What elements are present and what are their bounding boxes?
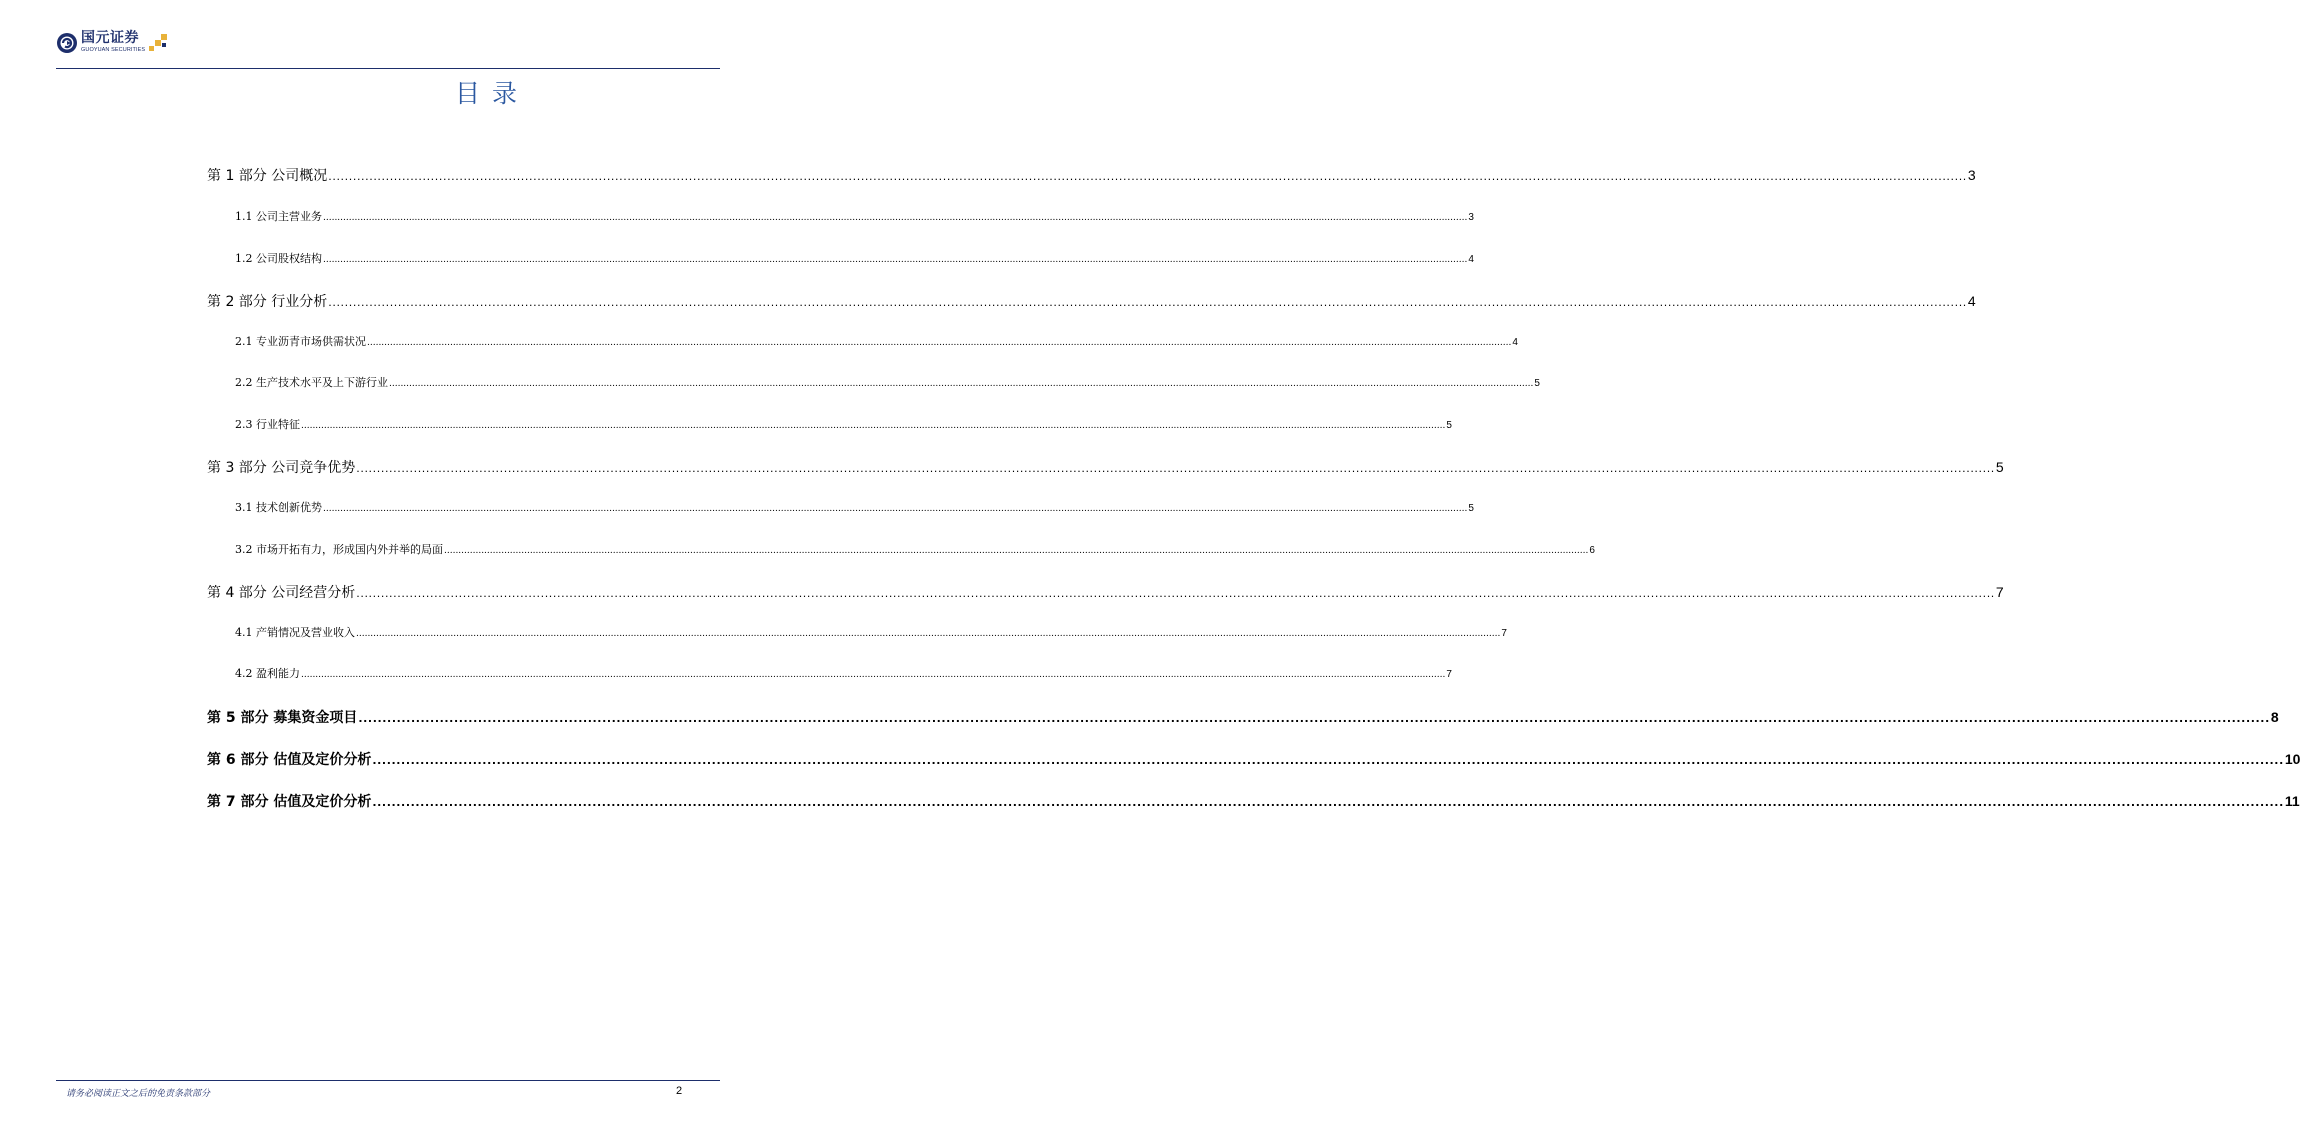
toc-subsection-entry[interactable] [235, 374, 1540, 390]
toc-subsection-entry[interactable] [235, 665, 1452, 681]
toc-subsection-entry[interactable] [235, 208, 1474, 224]
toc-entry-label: 1.2 公司股权结构 [235, 252, 322, 265]
toc-section-entry[interactable] [207, 707, 2279, 727]
toc-dot-leader: ................................................................................................................................................................................................................................................................................................................................................................................................................ [328, 296, 1967, 309]
toc-dot-leader: ................................................................................................................................................................................................................................................................................................................................................................................................................ [323, 213, 1468, 223]
toc-entry-label: 4.2 盈利能力 [235, 667, 300, 680]
toc-dot-leader: ................................................................................................................................................................................................................................................................................................................................................................................................................ [301, 670, 1446, 680]
toc-entry-page: 5 [1995, 459, 2004, 475]
toc-entry-label: 第 6 部分 估值及定价分析 [207, 752, 372, 768]
company-logo [56, 30, 169, 64]
toc-entry-page: 5 [1534, 378, 1540, 389]
toc-dot-leader: ................................................................................................................................................................................................................................................................................................................................................................................................................ [356, 587, 1995, 600]
toc-entry-page: 7 [1446, 669, 1452, 680]
toc-entry-page: 3 [1967, 167, 1976, 183]
toc-entry-page: 11 [2284, 793, 2300, 809]
toc-entry-label: 第 7 部分 估值及定价分析 [207, 794, 372, 810]
toc-entry-page: 4 [1512, 337, 1518, 348]
toc-entry-label: 3.2 市场开拓有力，形成国内外并举的局面 [235, 543, 443, 556]
toc-entry-page: 8 [2270, 709, 2279, 725]
toc-section-entry[interactable] [207, 291, 1976, 311]
toc-entry-label: 2.2 生产技术水平及上下游行业 [235, 376, 388, 389]
toc-entry-page: 7 [1501, 628, 1507, 639]
toc-section-entry[interactable] [207, 749, 2300, 769]
toc-dot-leader: ................................................................................................................................................................................................................................................................................................................................................................................................................ [356, 462, 1995, 475]
guoyuan-logo-icon [56, 32, 78, 54]
header-divider [56, 68, 720, 69]
toc-dot-leader: ................................................................................................................................................................................................................................................................................................................................................................................................................ [301, 421, 1446, 431]
toc-subsection-entry[interactable] [235, 250, 1474, 266]
toc-entry-label: 第 2 部分 行业分析 [207, 294, 328, 310]
footer-divider [56, 1080, 720, 1081]
toc-subsection-entry[interactable] [235, 333, 1518, 349]
toc-dot-leader: ................................................................................................................................................................................................................................................................................................................................................................................................................ [323, 255, 1468, 265]
toc-entry-page: 3 [1468, 212, 1474, 223]
toc-dot-leader: ................................................................................................................................................................................................................................................................................................................................................................................................................ [444, 546, 1589, 556]
toc-entry-page: 4 [1468, 254, 1474, 265]
toc-section-entry[interactable] [207, 165, 1976, 185]
toc-section-entry[interactable] [207, 582, 2004, 602]
toc-entry-label: 2.1 专业沥青市场供需状况 [235, 335, 366, 348]
toc-entry-label: 3.1 技术创新优势 [235, 501, 322, 514]
toc-dot-leader: ................................................................................................................................................................................................................................................................................................................................................................................................................ [367, 338, 1512, 348]
toc-subsection-entry[interactable] [235, 499, 1474, 515]
toc-dot-leader: ................................................................................................................................................................................................................................................................................................................................................................................................................ [328, 170, 1967, 183]
logo-english-name: GUOYUAN SECURITIES [81, 47, 146, 53]
toc-dot-leader: ................................................................................................................................................................................................................................................................................................................................................................................................................ [372, 796, 2284, 809]
toc-entry-page: 6 [1589, 545, 1595, 556]
toc-dot-leader: ................................................................................................................................................................................................................................................................................................................................................................................................................ [358, 712, 2270, 725]
toc-entry-label: 4.1 产销情况及营业收入 [235, 626, 355, 639]
toc-entry-page: 5 [1446, 420, 1452, 431]
page-title: 目录 [454, 79, 529, 108]
toc-subsection-entry[interactable] [235, 624, 1507, 640]
toc-entry-page: 4 [1967, 293, 1976, 309]
toc-entry-label: 2.3 行业特征 [235, 418, 300, 431]
toc-entry-page: 5 [1468, 503, 1474, 514]
logo-squares-icon [147, 30, 169, 54]
toc-dot-leader: ................................................................................................................................................................................................................................................................................................................................................................................................................ [356, 629, 1501, 639]
footer-disclaimer: 请务必阅读正文之后的免责条款部分 [66, 1089, 211, 1099]
logo-chinese-name: 国元证券 [81, 30, 139, 46]
toc-section-entry[interactable] [207, 457, 2004, 477]
toc-dot-leader: ................................................................................................................................................................................................................................................................................................................................................................................................................ [389, 379, 1534, 389]
toc-entry-page: 10 [2284, 751, 2300, 767]
toc-entry-label: 1.1 公司主营业务 [235, 210, 322, 223]
toc-subsection-entry[interactable] [235, 541, 1595, 557]
toc-entry-page: 7 [1995, 584, 2004, 600]
toc-dot-leader: ................................................................................................................................................................................................................................................................................................................................................................................................................ [372, 754, 2284, 767]
toc-dot-leader: ................................................................................................................................................................................................................................................................................................................................................................................................................ [323, 504, 1468, 514]
toc-section-entry[interactable] [207, 791, 2300, 811]
toc-entry-label: 第 5 部分 募集资金项目 [207, 710, 358, 726]
toc-entry-label: 第 1 部分 公司概况 [207, 168, 328, 184]
toc-entry-label: 第 4 部分 公司经营分析 [207, 585, 356, 601]
toc-subsection-entry[interactable] [235, 416, 1452, 432]
toc-entry-label: 第 3 部分 公司竞争优势 [207, 460, 356, 476]
page-header [56, 28, 720, 70]
footer-page-number: 2 [676, 1085, 683, 1097]
